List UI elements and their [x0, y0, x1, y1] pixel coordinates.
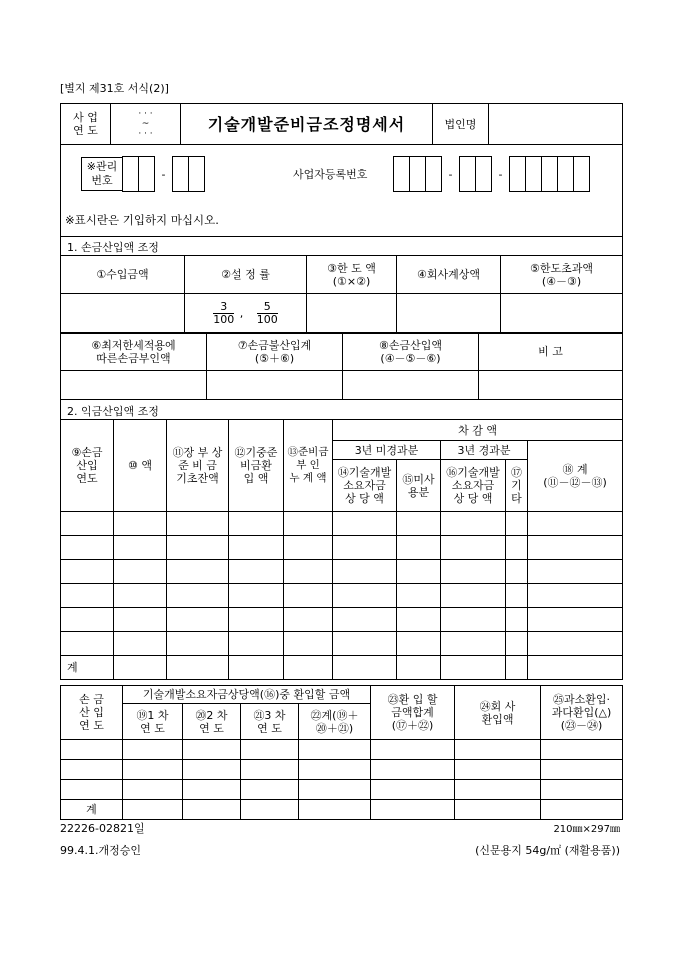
table-cell[interactable] [167, 632, 229, 656]
total-row [61, 800, 623, 820]
mgmt-box[interactable] [122, 156, 139, 192]
reg-box[interactable] [409, 156, 426, 192]
header-tech-fund-2: ⑯기술개발 소요자금 상 당 액 [441, 460, 506, 512]
table-row [61, 740, 623, 760]
table-cell[interactable] [397, 632, 441, 656]
table-cell[interactable] [114, 608, 167, 632]
table-cell[interactable] [441, 656, 506, 680]
mgmt-number: ※관리 번호 - [81, 156, 205, 190]
table-cell[interactable] [284, 512, 333, 536]
reg-box[interactable] [573, 156, 590, 192]
table-cell[interactable] [229, 512, 284, 536]
table-cell[interactable] [528, 656, 623, 680]
corp-name-label: 법인명 [433, 104, 489, 145]
mgmt-box[interactable] [188, 156, 205, 192]
company-amount-field[interactable] [397, 294, 501, 334]
header-other: ⑰ 기타 [506, 460, 528, 512]
reg-box[interactable] [509, 156, 526, 192]
nondeductible-field[interactable] [207, 371, 343, 400]
table-cell[interactable] [284, 536, 333, 560]
remark-field[interactable] [479, 371, 623, 400]
table-cell[interactable] [333, 584, 397, 608]
rate-fraction-b: $\frac{5}{100}$ [256, 300, 278, 326]
table-cell[interactable] [506, 512, 528, 536]
table-cell[interactable] [455, 800, 541, 820]
table-cell[interactable] [506, 632, 528, 656]
table-cell[interactable] [229, 536, 284, 560]
table-cell[interactable] [299, 760, 371, 780]
section1-title: 1. 손금산입액 조정 [67, 241, 159, 254]
reg-box[interactable] [393, 156, 410, 192]
deductible-field[interactable] [343, 371, 479, 400]
biz-reg-number: - - [393, 156, 590, 190]
header-3y-not-past: 3년 미경과분 [333, 441, 441, 460]
table-cell[interactable] [123, 740, 183, 760]
header-year-2: ⑳2 차 연 도 [183, 704, 241, 740]
table-cell[interactable] [114, 584, 167, 608]
table-cell[interactable] [528, 512, 623, 536]
table-cell[interactable] [61, 740, 123, 760]
table-cell[interactable] [441, 632, 506, 656]
header-s3-year: 손 금 산 입 연 도 [61, 686, 123, 740]
table-cell[interactable] [528, 632, 623, 656]
table-cell[interactable] [229, 560, 284, 584]
corp-name-field[interactable] [489, 104, 623, 145]
approval-date: 99.4.1.개정승인 [60, 844, 141, 857]
header-year-3: ㉑3 차 연 도 [241, 704, 299, 740]
table-row [61, 780, 623, 800]
table-cell[interactable] [183, 800, 241, 820]
table-cell[interactable] [167, 608, 229, 632]
table-cell[interactable] [397, 584, 441, 608]
table-cell[interactable] [397, 608, 441, 632]
table-cell[interactable] [441, 560, 506, 584]
reg-box[interactable] [541, 156, 558, 192]
table-cell[interactable] [114, 536, 167, 560]
table-cell[interactable] [506, 560, 528, 584]
section1-table-b [60, 332, 623, 400]
table-cell[interactable] [241, 800, 299, 820]
table-cell[interactable] [528, 608, 623, 632]
total-row [61, 656, 623, 680]
table-cell[interactable] [541, 740, 623, 760]
table-cell[interactable] [61, 632, 114, 656]
table-cell[interactable] [114, 560, 167, 584]
table-cell[interactable] [528, 584, 623, 608]
table-cell[interactable] [441, 608, 506, 632]
table-row [61, 608, 623, 632]
mgmt-box[interactable] [138, 156, 155, 192]
table-cell[interactable] [229, 632, 284, 656]
table-cell[interactable] [506, 584, 528, 608]
fiscal-year-label: 사 업 연 도 [61, 104, 111, 145]
table-cell[interactable] [183, 760, 241, 780]
table-cell[interactable] [284, 632, 333, 656]
table-cell[interactable] [299, 800, 371, 820]
table-cell[interactable] [441, 584, 506, 608]
header-deduction: 차 감 액 [333, 420, 623, 441]
table-cell[interactable] [61, 560, 114, 584]
header-rate: ②설 정 률 [185, 256, 307, 294]
reg-box[interactable] [557, 156, 574, 192]
section2-title-row [60, 399, 623, 419]
table-cell[interactable] [333, 536, 397, 560]
min-tax-field[interactable] [61, 371, 207, 400]
table-cell[interactable] [506, 608, 528, 632]
biz-reg-label: 사업자등록번호 [293, 168, 368, 181]
table-cell[interactable] [333, 608, 397, 632]
table-cell[interactable] [284, 584, 333, 608]
table-row [61, 536, 623, 560]
reg-box[interactable] [525, 156, 542, 192]
income-field[interactable] [61, 294, 185, 334]
header-diff: ㉕과소환입· 과다환입(△) (㉓－㉔) [541, 686, 623, 740]
table-cell[interactable] [61, 584, 114, 608]
limit-field[interactable] [307, 294, 397, 334]
table-row [61, 584, 623, 608]
table-cell[interactable] [123, 800, 183, 820]
section3-table [60, 685, 623, 820]
reg-box[interactable] [425, 156, 442, 192]
header-total-reversal: ㉓환 입 할 금액합계 (⑰＋㉒) [371, 686, 455, 740]
form-number-note: [별지 제31호 서식(2)] [60, 82, 169, 95]
header-reversed: ⑫기중준 비금환 입 액 [229, 420, 284, 512]
table-cell[interactable] [455, 780, 541, 800]
header-company-amount: ④회사계상액 [397, 256, 501, 294]
header-income: ①수입금액 [61, 256, 185, 294]
table-cell[interactable] [61, 536, 114, 560]
table-cell[interactable] [299, 740, 371, 760]
header-deductible: ⑧손금산입액 (④－⑤－⑥) [343, 333, 479, 371]
header-remark: 비 고 [479, 333, 623, 371]
table-cell[interactable] [371, 800, 455, 820]
table-cell[interactable] [299, 780, 371, 800]
page-title: 기술개발준비금조정명세서 [181, 104, 433, 145]
header-year-1: ⑲1 차 연 도 [123, 704, 183, 740]
table-cell[interactable] [61, 512, 114, 536]
header-limit: ③한 도 액 (①×②) [307, 256, 397, 294]
table-cell[interactable] [371, 780, 455, 800]
form-code: 22226-02821일 [60, 822, 145, 835]
table-cell[interactable] [229, 656, 284, 680]
mgmt-box[interactable] [172, 156, 189, 192]
table-cell[interactable] [541, 800, 623, 820]
header-company-reversal: ㉔회 사 환입액 [455, 686, 541, 740]
section2-table [60, 419, 623, 680]
header-tech-fund-1: ⑭기술개발 소요자금 상 당 액 [333, 460, 397, 512]
table-cell[interactable] [541, 760, 623, 780]
section1-title-row [60, 236, 623, 255]
table-cell[interactable] [114, 632, 167, 656]
reg-box[interactable] [459, 156, 476, 192]
title-table [60, 103, 623, 145]
mgmt-number-label: ※관리 번호 [81, 157, 123, 191]
table-cell[interactable] [167, 536, 229, 560]
section1-table [60, 255, 623, 334]
reg-box[interactable] [475, 156, 492, 192]
table-cell[interactable] [397, 512, 441, 536]
header-amount: ⑩ 액 [114, 420, 167, 512]
header-s3-group: 기술개발소요자금상당액(⑯)중 환입할 금액 [123, 686, 371, 704]
excess-field[interactable] [501, 294, 623, 334]
table-cell[interactable] [114, 512, 167, 536]
table-cell[interactable] [241, 780, 299, 800]
table-cell[interactable] [506, 536, 528, 560]
paper-spec: (신문용지 54g/㎡ (재활용품)) [475, 844, 620, 857]
table-row [61, 760, 623, 780]
table-cell[interactable] [241, 760, 299, 780]
table-cell[interactable] [333, 560, 397, 584]
header-cumulative: ⑬준비금 부 인 누 계 액 [284, 420, 333, 512]
table-cell[interactable] [229, 608, 284, 632]
paper-size: 210㎜×297㎜ [553, 824, 620, 835]
table-cell[interactable] [167, 512, 229, 536]
table-cell[interactable] [167, 584, 229, 608]
table-cell[interactable] [333, 512, 397, 536]
table-cell[interactable] [441, 536, 506, 560]
table-cell[interactable] [61, 608, 114, 632]
table-cell[interactable] [455, 740, 541, 760]
table-cell[interactable] [123, 760, 183, 780]
table-cell[interactable] [397, 560, 441, 584]
table-cell[interactable] [183, 740, 241, 760]
total-row-label: 계 [61, 656, 114, 680]
table-cell[interactable] [528, 536, 623, 560]
table-cell[interactable] [455, 760, 541, 780]
header-sum: ㉒계(⑲＋ ⑳＋㉑) [299, 704, 371, 740]
table-cell[interactable] [61, 780, 123, 800]
table-cell[interactable] [61, 760, 123, 780]
table-cell[interactable] [506, 656, 528, 680]
table-cell[interactable] [541, 780, 623, 800]
table-cell[interactable] [183, 780, 241, 800]
instruction-note: ※표시란은 기입하지 마십시오. [65, 213, 219, 227]
table-cell[interactable] [123, 780, 183, 800]
header-book-balance: ⑪장 부 상 준 비 금 기초잔액 [167, 420, 229, 512]
table-cell[interactable] [284, 608, 333, 632]
table-cell[interactable] [114, 656, 167, 680]
table-cell[interactable] [441, 512, 506, 536]
table-cell[interactable] [284, 560, 333, 584]
fiscal-year-field[interactable]: · · · ~ · · · [111, 104, 181, 145]
total-row-label: 계 [61, 800, 123, 820]
table-row [61, 512, 623, 536]
table-cell[interactable] [371, 760, 455, 780]
table-row [61, 632, 623, 656]
table-cell[interactable] [397, 656, 441, 680]
table-cell[interactable] [167, 656, 229, 680]
table-cell[interactable] [371, 740, 455, 760]
table-row [61, 560, 623, 584]
table-cell[interactable] [528, 560, 623, 584]
rate-cell: $\frac{3}{100}$ , $\frac{5}{100}$ [185, 294, 307, 334]
table-cell[interactable] [333, 656, 397, 680]
header-3y-past: 3년 경과분 [441, 441, 528, 460]
section2-title: 2. 익금산입액 조정 [67, 405, 159, 418]
table-cell[interactable] [397, 536, 441, 560]
header-total: ⑱ 계 (⑪－⑫－⑬) [528, 441, 623, 512]
table-cell[interactable] [284, 656, 333, 680]
header-min-tax: ⑥최저한세적용에 따른손금부인액 [61, 333, 207, 371]
table-cell[interactable] [229, 584, 284, 608]
header-nondeductible: ⑦손금불산입계 (⑤＋⑥) [207, 333, 343, 371]
header-unused: ⑮미사 용분 [397, 460, 441, 512]
table-cell[interactable] [241, 740, 299, 760]
registration-block [60, 144, 623, 237]
table-cell[interactable] [167, 560, 229, 584]
table-cell[interactable] [333, 632, 397, 656]
header-excess: ⑤한도초과액 (④－③) [501, 256, 623, 294]
header-deduct-year: ⑨손금 산입 연도 [61, 420, 114, 512]
rate-fraction-a: $\frac{3}{100}$ [213, 300, 235, 326]
